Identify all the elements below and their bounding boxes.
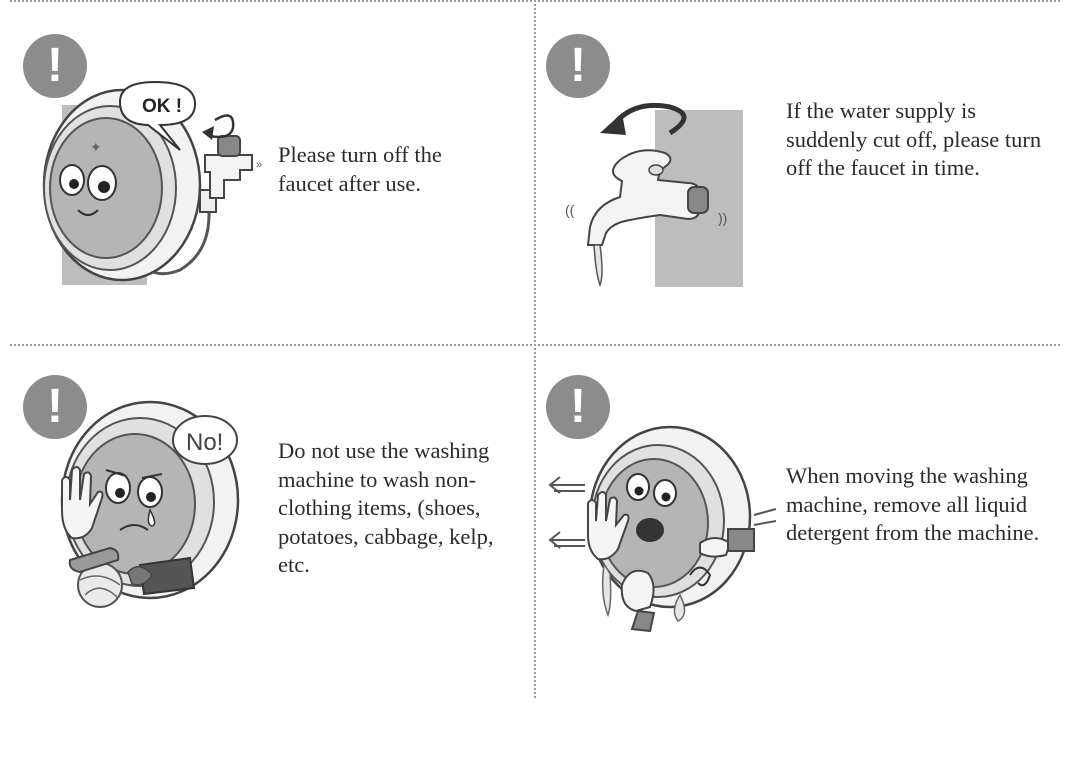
warning-icon: ! — [546, 34, 610, 98]
ok-bubble-text: OK ! — [142, 96, 183, 117]
svg-text:((: (( — [565, 202, 575, 218]
panel-4-text: When moving the washing machine, remove all liquid detergent from the machine. — [786, 463, 1040, 545]
svg-text:✦: ✦ — [90, 139, 102, 155]
panel-2-text: If the water supply is suddenly cut off, please turn off the faucet in time. — [786, 98, 1042, 180]
washer-moving-illustration — [540, 425, 780, 635]
svg-text:»: » — [256, 159, 263, 171]
warning-icon: ! — [23, 34, 87, 98]
washer-faucet-ok-illustration — [30, 80, 270, 295]
washer-no-items-illustration — [40, 400, 250, 615]
warning-icon: ! — [546, 375, 610, 439]
no-bubble-text: No! — [186, 429, 224, 456]
svg-text:)): )) — [718, 210, 728, 226]
faucet-turn-off-illustration — [560, 95, 750, 295]
center-divider — [534, 0, 536, 698]
panel-1-text: Please turn off the faucet after use. — [278, 142, 442, 196]
panel-3-text: Do not use the washing machine to wash non-clothing items, (shoes, potatoes, cabbage, kelp, etc. — [278, 438, 494, 577]
warning-icon: ! — [23, 375, 87, 439]
